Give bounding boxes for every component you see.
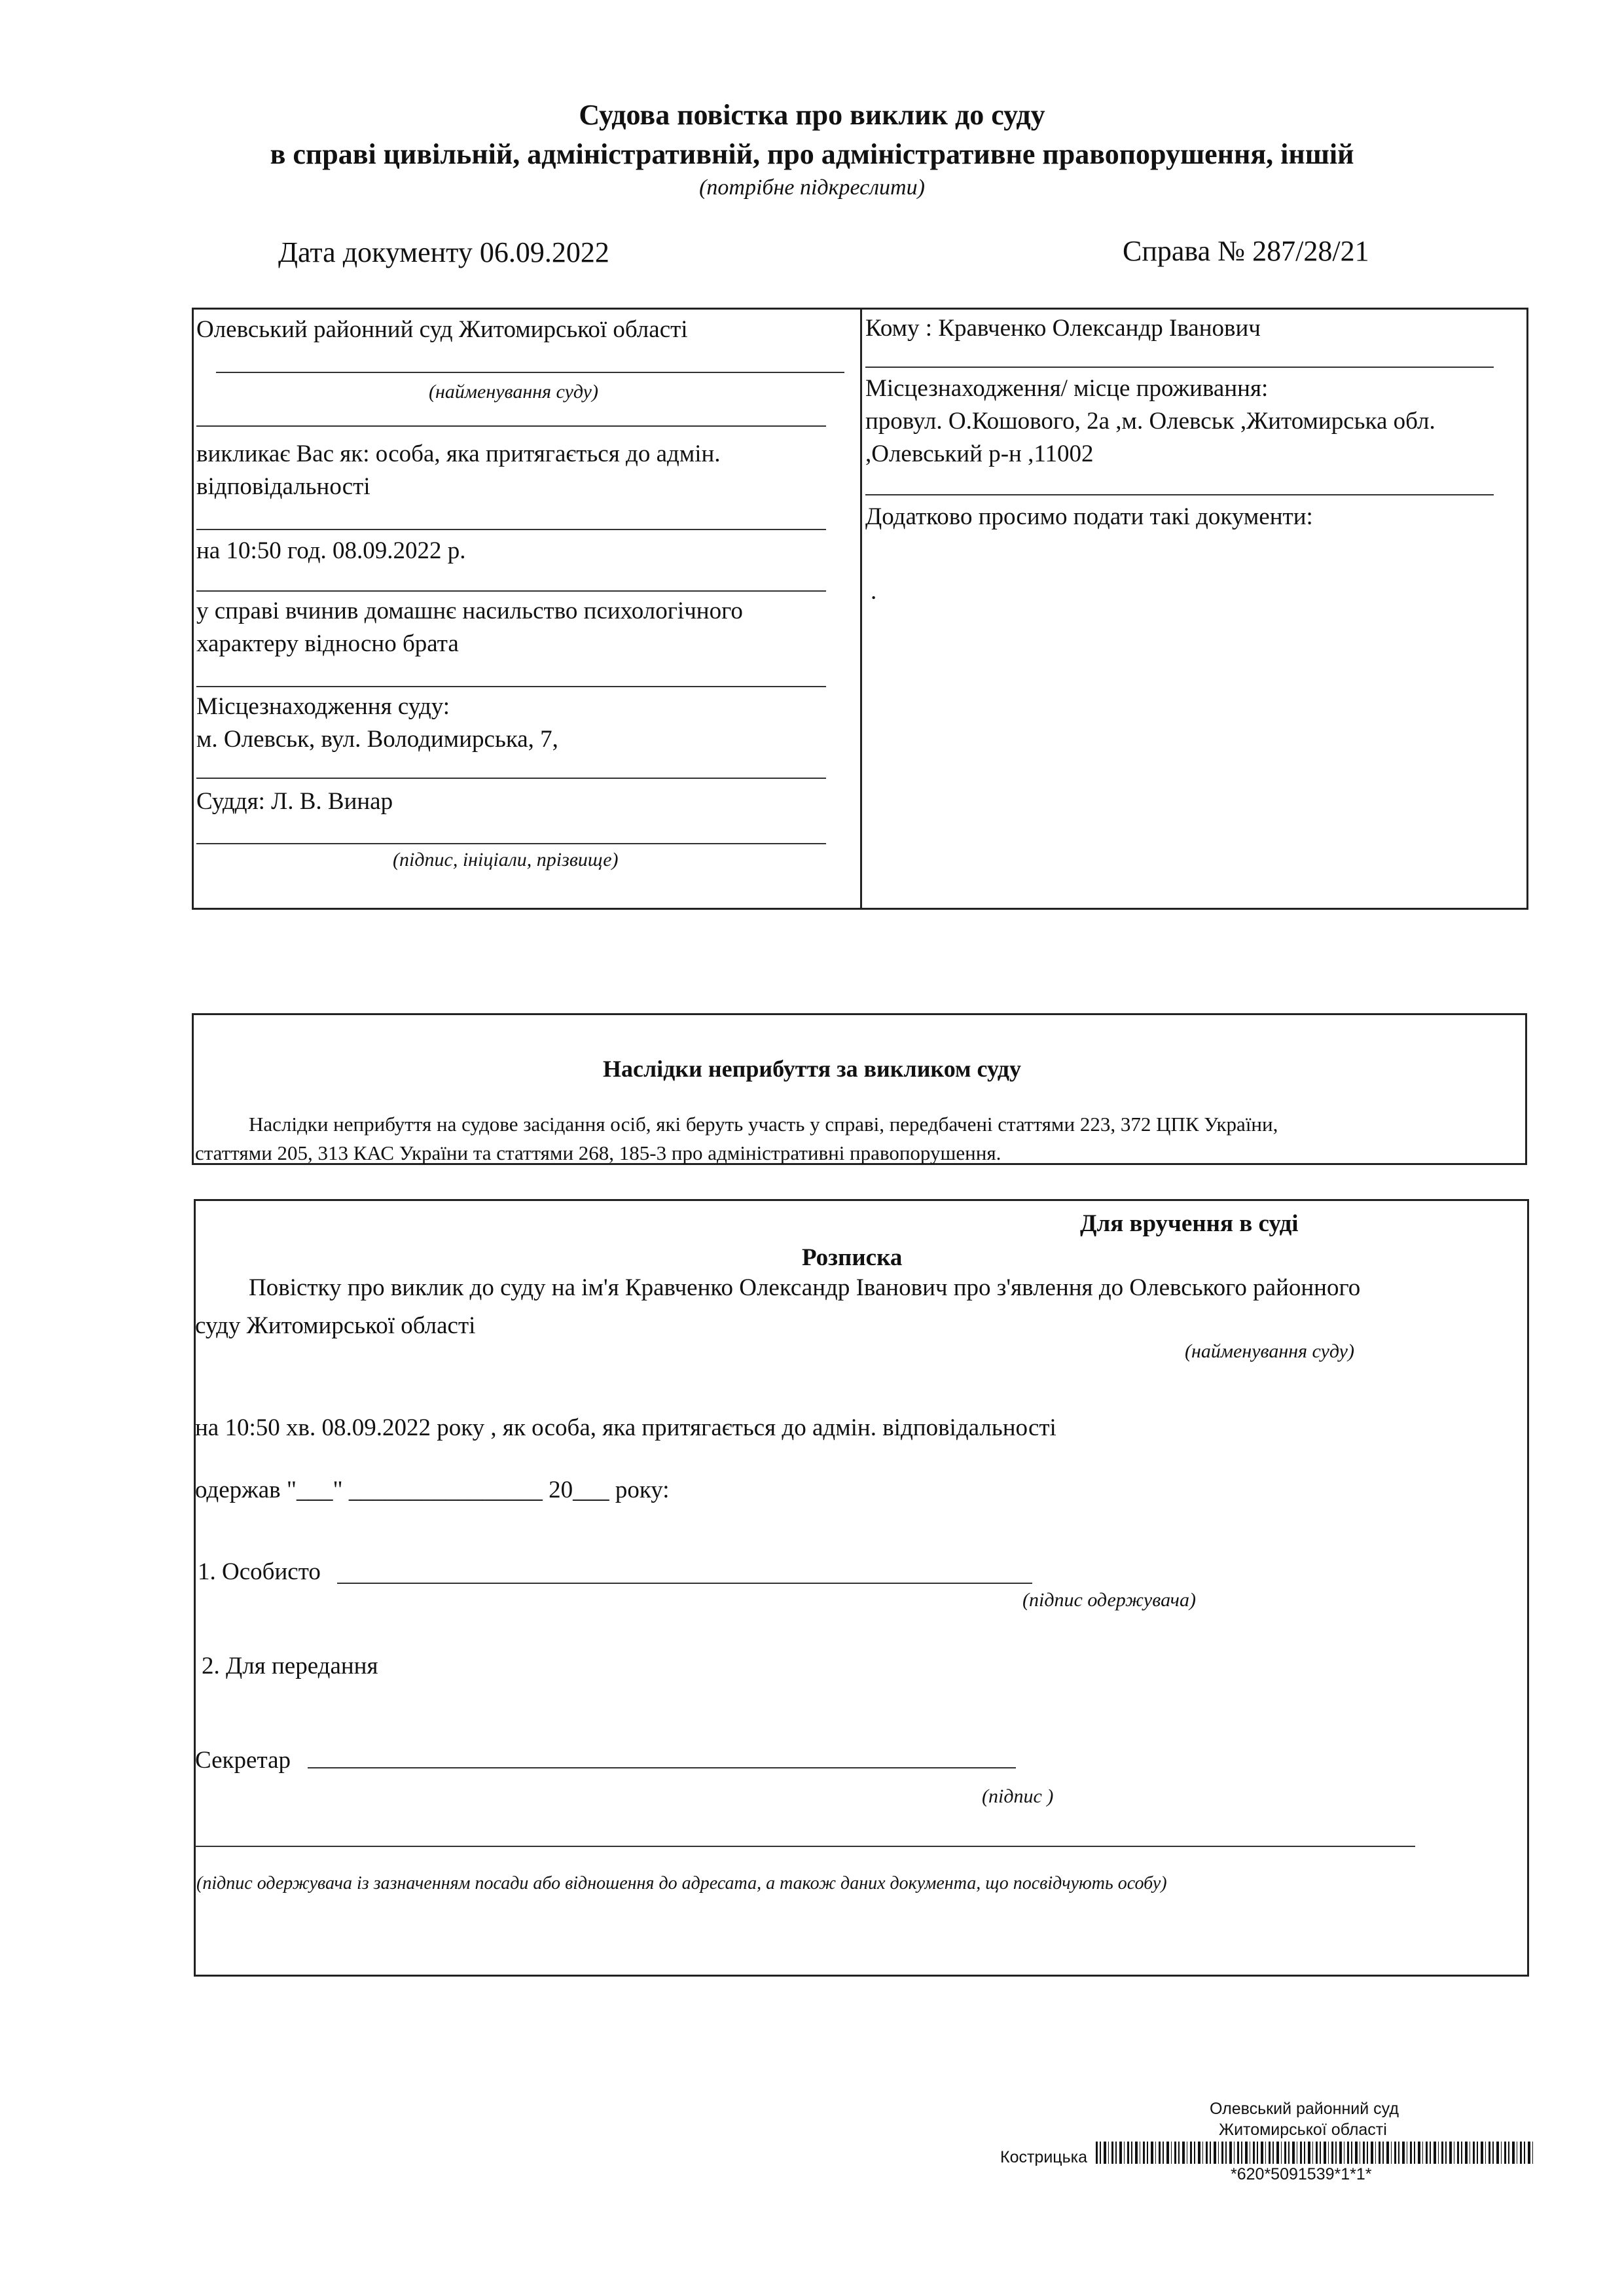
summons-as: викликає Вас як: особа, яка притягається до адмін. [196,440,721,467]
receipt-court-caption: (найменування суду) [1185,1340,1354,1362]
bottom-signature-line[interactable] [195,1846,1415,1847]
divider [865,494,1494,495]
divider [196,425,826,427]
underline-note: (потрібне підкреслити) [699,175,925,200]
barcode-code: *620*5091539*1*1* [1231,2165,1372,2183]
divider [196,529,826,530]
divider [865,367,1494,368]
consequences-text-cont: статтями 205, 313 КАС України та статтями 268, 185-3 про адміністративні правопорушення. [195,1141,1001,1164]
receipt-text-cont: суду Житомирської області [195,1312,476,1339]
documents-label: Додатково просимо подати такі документи: [865,503,1313,530]
receipt-title: Розписка [802,1244,903,1271]
court-location: м. Олевськ, вул. Володимирська, 7, [196,726,558,753]
signature-line[interactable] [337,1583,1032,1584]
residence-address: провул. О.Кошового, 2а ,м. Олевськ ,Житомирська обл. [865,408,1435,435]
judge-name: Суддя: Л. В. Винар [196,788,393,815]
divider [216,372,844,373]
received-date: одержав "___" ________________ 20___ року: [195,1477,670,1503]
personally-label: 1. Особисто [198,1558,321,1585]
court-location-label: Місцезнаходження суду: [196,693,450,720]
summons-as-cont: відповідальності [196,473,370,500]
secretary-signature-line[interactable] [308,1767,1016,1768]
document-subtitle: в справі цивільній, адміністративній, про адміністративне правопорушення, іншій [270,138,1354,170]
consequences-text: Наслідки неприбуття на судове засідання осіб, які беруть участь у справі, передбачені статтями 223, 372 ЦПК України, [249,1113,1278,1136]
for-transfer-label: 2. Для передання [202,1653,378,1679]
court-caption: (найменування суду) [429,381,598,403]
recipient-signature-caption: (підпис одержувача) [1022,1589,1196,1611]
residence-label: Місцезнаходження/ місце проживання: [865,375,1269,402]
secretary-label: Секретар [195,1747,291,1774]
case-description: у справі вчинив домашнє насильство психологічного [196,598,743,624]
receipt-text: Повістку про виклик до суду на ім'я Кравченко Олександр Іванович про з'явлення до Олевського районного [249,1274,1361,1301]
for-court-delivery: Для вручення в суді [1080,1210,1299,1237]
hearing-time: на 10:50 год. 08.09.2022 р. [196,537,466,564]
barcode-icon [1096,2142,1534,2164]
recipient-name: Кому : Кравченко Олександр Іванович [865,315,1261,342]
divider [196,778,826,779]
document-date: Дата документу 06.09.2022 [278,236,609,268]
stamp-region: Житомирської області [1219,2121,1387,2139]
divider [196,843,826,844]
summons-divider [860,308,862,910]
divider [196,590,826,592]
bottom-signature-caption: (підпис одержувача із зазначенням посади або відношення до адресата, а також даних документа, що посвідчують особу) [196,1873,1167,1893]
stamp-clerk-name: Кострицька [1000,2148,1088,2166]
secretary-signature-caption: (підпис ) [982,1785,1054,1807]
residence-address-cont: ,Олевський р-н ,11002 [865,440,1094,467]
case-description-cont: характеру відносно брата [196,630,459,657]
judge-caption: (підпис, ініціали, прізвище) [393,849,619,870]
case-number: Справа № 287/28/21 [1123,235,1369,267]
receipt-time: на 10:50 хв. 08.09.2022 року , як особа, яка притягається до адмін. відповідальності [195,1414,1056,1441]
documents-value: . [871,578,877,605]
divider [196,686,826,687]
court-name: Олевський районний суд Житомирської області [196,316,688,343]
consequences-title: Наслідки неприбуття за викликом суду [603,1056,1021,1082]
document-title: Судова повістка про виклик до суду [579,99,1045,131]
stamp-court-name: Олевський районний суд [1210,2100,1399,2118]
